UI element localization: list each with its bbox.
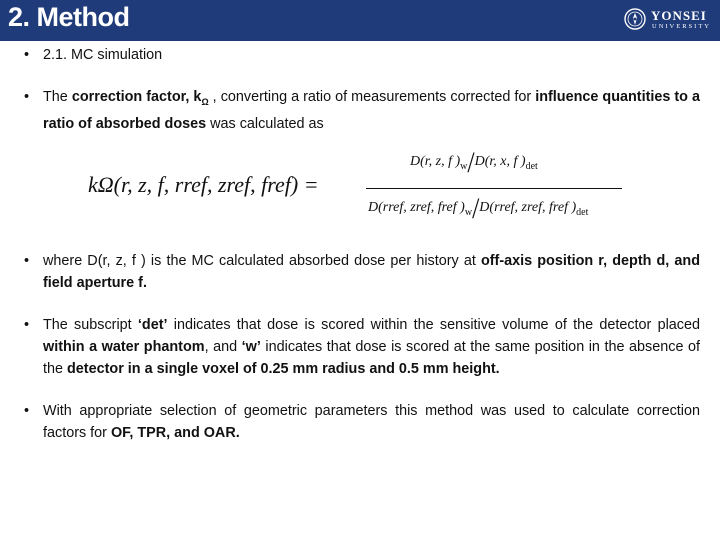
bullet-mc-simulation: [22, 44, 700, 66]
bullet-text: 2.1. MC simulation: [43, 47, 163, 63]
bold-text: OF, TPR, and OAR.: [110, 424, 240, 441]
subscript-w: w: [460, 160, 468, 172]
denominator-detector-dose: D(rref, zref, fref ): [479, 200, 577, 215]
bold-text: within a water phantom: [43, 338, 205, 355]
bullet-text: The: [43, 89, 72, 105]
bold-subscript: Ω: [201, 96, 209, 107]
subscript-w: w: [464, 206, 473, 218]
bullet-text: indicates that dose is scored at the same position in the absence of the: [43, 338, 700, 377]
bold-text: off-axis position r, depth d, and field aperture f.: [43, 252, 700, 291]
subscript-det: det: [525, 160, 538, 172]
bold-text: ‘det’: [137, 316, 168, 333]
bullet-text: was calculated as: [206, 115, 324, 132]
correction-factor-equation: [88, 145, 628, 234]
bold-text: ‘w’: [241, 338, 261, 355]
equation-lhs: kΩ(r, z, f, rref, zref, fref) =: [88, 172, 319, 197]
equation-numerator: D(r, z, f )$_w/D(r$, x, f )$_{det}$: [410, 145, 538, 180]
university-seal-icon: [624, 8, 646, 30]
bold-text: detector in a single voxel of 0.25 mm radius and 0.5 mm height.: [67, 360, 500, 377]
bullet-text: The subscript: [43, 316, 138, 333]
bullet-subscripts: [22, 314, 700, 380]
logo-subtitle: UNIVERSITY: [652, 23, 711, 30]
equation-denominator: D(rref, zref, fref )$_w/D(rref$, zref, fref )$_{det}$: [368, 191, 589, 226]
title-bar: [0, 0, 720, 41]
bullet-text: where D(r, z, f ) is the MC calculated absorbed dose per history at: [43, 252, 481, 269]
logo-name: YONSEI: [651, 8, 707, 23]
bullet-text: With appropriate selection of geometric parameters this method was used to calculate correction factors for: [43, 402, 700, 441]
bold-text: influence quantities to a ratio of absorbed doses: [43, 89, 701, 132]
university-logo: [624, 7, 716, 35]
slide-body: [22, 44, 700, 444]
bold-text: correction factor, k: [71, 89, 202, 105]
denominator-water-dose: D(rref, zref, fref ): [368, 200, 465, 215]
numerator-detector-dose: D(r, x, f ): [474, 154, 526, 169]
subscript-det: det: [576, 206, 589, 218]
bullet-geometric-parameters: [22, 400, 700, 444]
fraction-line: [366, 188, 622, 189]
numerator-water-dose: D(r, z, f ): [410, 154, 461, 169]
bullet-text: , converting a ratio of measurements corrected for: [208, 89, 536, 105]
bullet-text: indicates that dose is scored within the sensitive volume of the detector placed: [167, 316, 700, 333]
bullet-text: , and: [204, 338, 242, 355]
bullet-correction-factor: [22, 86, 700, 135]
slide-title: 2. Method: [8, 2, 130, 32]
bullet-dose-definition: [22, 250, 700, 294]
